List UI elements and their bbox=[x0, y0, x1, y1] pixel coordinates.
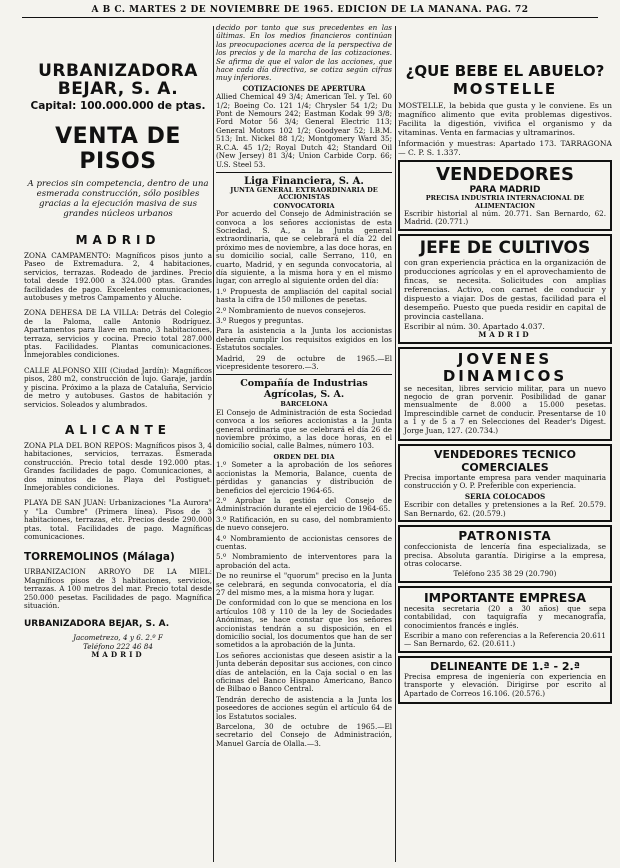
ad-title: VENDEDORES TECNICO bbox=[434, 448, 576, 462]
column-rule bbox=[213, 26, 214, 862]
footer-phone: Teléfono 222 46 84 bbox=[83, 641, 153, 651]
ad-title-2: DINAMICOS bbox=[442, 366, 568, 385]
ad-title: JEFE DE CULTIVOS bbox=[419, 237, 591, 258]
notice-text: 5.º Nombramiento de interventores para la aprobación del acta. bbox=[216, 552, 392, 570]
ad-contact: Escribir a mano con referencias a la Referencia 20.611 — San Bernardo, 62. (20.611.) bbox=[404, 630, 606, 649]
notice-text: 1.º Someter a la aprobación de los señores accionistas la Memoria, Balance, cuenta de pérdidas y ganancias y distribución de beneficios del ejercicio 1964-65. bbox=[216, 460, 392, 495]
ad-subtitle: PARA MADRID bbox=[469, 185, 541, 195]
notice-text: De no reunirse el "quorum" preciso en la Junta se celebrará, en segunda convocatoria, el día 27 del mismo mes, a la misma hora y lugar. bbox=[216, 571, 392, 597]
footer-company: URBANIZADORA BEJAR, S. A. bbox=[24, 619, 170, 630]
ad-text: confeccionista de lencería fina especializada, se precisa. Absoluta garantía. Dirigirse a la empresa, otras colocarse. bbox=[404, 542, 606, 568]
notice-subtitle: JUNTA GENERAL EXTRAORDINARIA DE ACCIONISTAS bbox=[230, 185, 378, 202]
headline: VENTA DE PISOS bbox=[55, 124, 181, 174]
column-rule bbox=[395, 26, 396, 862]
ad-contact: Escribir historial al núm. 20.771. San Bernardo, 62. Madrid. (20.771.) bbox=[404, 209, 606, 227]
ad-mostelle bbox=[398, 62, 612, 157]
ad-title: ¿QUE BEBE EL ABUELO? bbox=[405, 62, 605, 80]
notice-text: Los señores accionistas que deseen asistir a la Junta deberán depositar sus acciones, con cinco días de antelación, en la Caja social o en las oficinas del Banco Hispano Americano, Banco de Bilbao o Banco Central. bbox=[216, 650, 392, 694]
notice-text: Por acuerdo del Consejo de Administración se convoca a los señores accionistas de esta Sociedad, S. A., a la Junta general extraordinaria, que se celebrará el día 22 del próximo mes de noviembre, a las doce horas, en su domicilio social, calle Serrano, 110, en cuarto, Madrid, y en segunda convocatoria, al día siguiente, a la misma hora y en el mismo lugar, con arreglo al siguiente orden del día: bbox=[216, 209, 392, 286]
notice-text: De conformidad con lo que se menciona en los artículos 108 y 110 de la ley de Sociedades Anónimas, se hace constar que los señores accionistas tendrán a su disposición, en el domicilio social, los documentos que han de ser sometidos a la aprobación de la Junta. bbox=[216, 598, 392, 650]
ad-subtitle: SERIA COLOCADOS bbox=[464, 491, 546, 501]
listing-text: ZONA PLA DEL BON REPOS: Magníficos pisos 3, 4 habitaciones, servicios, terrazas. Esmerada construcción. Precio total desde 192.000 ptas. Grandes facilidades de pago. Comunicaciones, a dos minutos de la Playa del Postiguet. Inmejorables condiciones. bbox=[24, 440, 212, 492]
column-right bbox=[398, 24, 612, 864]
intro-text: A precios sin competencia, dentro de una esmerada construcción, sólo posibles gracias a la ejecución masiva de sus grandes núcleos urbanos bbox=[27, 179, 209, 219]
notice-text: 1.º Propuesta de ampliación del capital social hasta la cifra de 150 millones de pesetas. bbox=[216, 286, 392, 305]
notice-text: 2.º Aprobar la gestión del Consejo de Administración durante el ejercicio de 1964-65. bbox=[216, 495, 392, 514]
ad-contact: Escribir al núm. 30. Apartado 4.037. bbox=[404, 321, 545, 331]
city-heading: MADRID bbox=[75, 233, 161, 247]
ad-text: se necesitan, libres servicio militar, para un nuevo negocio de gran porvenir. Posibilidad de ganar mensualmente de 8.000 a 15.000 pesetas. Imprescindible carnet de conducir. Presentarse de 10 a 1 y de 5 a 7 en Selecciones del Reader's Digest. Jorge Juan, 127. (20.734.) bbox=[404, 383, 606, 435]
section-heading: COTIZACIONES DE APERTURA bbox=[242, 83, 366, 93]
ad-patronista bbox=[398, 525, 612, 583]
ad-city: MADRID bbox=[478, 330, 532, 340]
capital-line: Capital: 100.000.000 de ptas. bbox=[30, 100, 206, 112]
listing-text: ZONA CAMPAMENTO: Magníficos pisos junto a Paseo de Extremadura. 2, 4 habitaciones, servicios, terrazas. Rodeado de jardines. Precio total desde 192.000 a 324.000 ptas. Grandes facilidades de pago. Excelentes comunicaciones, autobuses y metros Campamento y Aluche. bbox=[24, 251, 212, 303]
ad-title: PATRONISTA bbox=[458, 529, 552, 544]
ad-title: JOVENES bbox=[457, 349, 553, 368]
notice-text: 3.º Ruegos y preguntas. bbox=[216, 316, 304, 325]
news-paragraph: decido por tanto que sus precedentes en las últimas. En los medios financieros continúan las preocupaciones acerca de la perspectiva de los precios y de la marcha de las cotizaciones. Se afirma de que el valor de las acciones, que hace cada día directiva, se cotiza según cifras muy inferiores. bbox=[216, 24, 392, 83]
ad-vendedores bbox=[398, 160, 612, 231]
city-heading: ALICANTE bbox=[65, 422, 171, 437]
ad-brand: MOSTELLE bbox=[452, 80, 558, 98]
notice-subtitle: ORDEN DEL DIA bbox=[273, 452, 335, 461]
ad-contact: Escribir con detalles y pretensiones a la Ref. 20.579. San Bernardo, 62. (20.579.) bbox=[404, 500, 606, 518]
listing-text: URBANIZACION ARROYO DE LA MIEL: Magníficos pisos de 3 habitaciones, servicios, terrazas. A 100 metros del mar. Precio total desde 250.000 pesetas. Facilidades de pago. Magnífica situación. bbox=[24, 567, 212, 610]
notice-subtitle: CONVOCATORIA bbox=[273, 201, 335, 210]
ad-delineante bbox=[398, 656, 612, 704]
notice-title: Compañía de Industrias Agrícolas, S. A. bbox=[240, 378, 368, 401]
news-paragraph: Allied Chemical 49 3/4; American Tel. y Tel. 60 1/2; Boeing Co. 121 1/4; Chrysler 54 1/2; Du Pont de Nemours 242; Eastman Kodak 99 3/8; Ford Motor 56 3/4; General Electric 113; General Motors 102 1/2; Goodyear 52; I.B.M. 513; Int. Nickel 88 1/2; Montgomery Ward 35; R.C.A. 45 1/2; Royal Dutch 42; Standard Oil (New Jersey) 81 3/4; Union Carbide Corp. 66; U.S. Steel 53. bbox=[216, 92, 392, 169]
notice-text: 4.º Nombramiento de accionistas censores de cuentas. bbox=[216, 533, 392, 551]
company-name: URBANIZADORA bbox=[38, 61, 198, 81]
ad-phone: Teléfono 235 38 29 (20.790) bbox=[453, 569, 557, 579]
listing-text: CALLE ALFONSO XIII (Ciudad Jardín): Magníficos pisos, 280 m2, construcción de lujo. Garaje, jardín y piscina. Próximo a la plaza de Cataluña, Servicio de metro y autobuses. Gastos de habitación y servicios. Soleados y alumbrados. bbox=[24, 365, 212, 409]
ad-importante-empresa bbox=[398, 586, 612, 653]
notice-text: El Consejo de Administración de esta Sociedad convoca a los señores accionistas a la Junta general ordinaria que se celebrará el día 26 de noviembre próximo, a las doce horas, en el domicilio social, calle Balmes, número 103. bbox=[216, 407, 392, 451]
city-heading: TORREMOLINOS (Málaga) bbox=[24, 551, 175, 564]
notice-text: Madrid, 29 de octubre de 1965.—El vicepresidente tesorero.—3. bbox=[216, 353, 392, 372]
notice-text: Barcelona, 30 de octubre de 1965.—El secretario del Consejo de Administración, Manuel García de Olalla.—3. bbox=[216, 722, 392, 748]
listing-text: ZONA DEHESA DE LA VILLA: Detrás del Colegio de la Paloma, calle Antonio Rodríguez. Apartamentos para llave en mano, 3 habitaciones, terraza, servicios y cocina. Precio total 287.000 ptas. Facilidades. Plantas comunicaciones. Inmejorables condiciones. bbox=[24, 308, 212, 360]
notice-text: 3.º Ratificación, en su caso, del nombramiento de nuevo consejero. bbox=[216, 514, 392, 533]
ad-text: Precisa empresa de ingeniería con experiencia en transporte y elevación. Dirigirse por escrito al Apartado de Correos 16.106. (20.576.) bbox=[404, 671, 606, 698]
ad-vendedores-tecnico bbox=[398, 444, 612, 522]
ad-title: IMPORTANTE EMPRESA bbox=[423, 589, 587, 605]
ad-info: Información y muestras: Apartado 173. TARRAGONA — C. P. S. 1.337. bbox=[398, 139, 612, 157]
notice-text: 2.º Nombramiento de nuevos consejeros. bbox=[216, 305, 366, 315]
footer-address: Jacometrezo, 4 y 6. 2.º F bbox=[73, 633, 163, 643]
ad-title: VENDEDORES bbox=[436, 164, 574, 185]
ad-text: con gran experiencia práctica en la organización de producciones agrícolas y en el aprovechamiento de fincas, se necesita. Solicitudes con amplias referencias. Activo, con carnet de conducir y dispuesto a viajar. Dos de gestas, facilidad para el desempeño. Puesto que pueda residir en capital de provincia castellana. bbox=[404, 257, 606, 321]
page-header: A B C. MARTES 2 DE NOVIEMBRE DE 1965. EDICION DE LA MAÑANA. PAG. 72 bbox=[22, 5, 598, 18]
ad-text: MOSTELLE, la bebida que gusta y le conviene. Es un magnífico alimento que evita problemas digestivos. Facilita la digestión, vivifica el organismo y da vitaminas. Venta en farmacias y ultramarinos. bbox=[398, 101, 612, 137]
notice-title: Liga Financiera, S. A. bbox=[244, 175, 364, 187]
ad-text: PRECISA INDUSTRIA INTERNACIONAL DE ALIMENTACION bbox=[425, 194, 585, 210]
ad-text: necesita secretaria (20 a 30 años) que sepa contabilidad, con taquigrafía y mecanografía, conocimientos francés e inglés. bbox=[404, 603, 606, 630]
column-left bbox=[24, 24, 212, 864]
ad-title: DELINEANTE DE 1.ª - 2.ª bbox=[430, 659, 580, 673]
ad-jefe-cultivos bbox=[398, 234, 612, 344]
notice-subtitle: BARCELONA bbox=[280, 400, 328, 409]
column-middle bbox=[216, 24, 392, 864]
notice-text: Para la asistencia a la Junta los accionistas deberán cumplir los requisitos exigidos en los Estatutos sociales. bbox=[216, 326, 392, 353]
notice-text: Tendrán derecho de asistencia a la Junta los poseedores de acciones según el artículo 64 de los Estatutos sociales. bbox=[216, 694, 392, 721]
ad-title-2: COMERCIALES bbox=[461, 461, 549, 475]
ad-text: Precisa importante empresa para vender maquinaria construcción y O. P. Preferible con experiencia. bbox=[404, 473, 606, 491]
footer-city: MADRID bbox=[91, 650, 145, 660]
ad-jovenes bbox=[398, 347, 612, 441]
listing-text: PLAYA DE SAN JUAN: Urbanizaciones "La Aurora" y "La Cumbre" (Primera línea). Pisos de 3 habitaciones, terrazas, etc. Precios desde 290.000 ptas. total. Facilidades de pago. Magníficas comunicaciones. bbox=[24, 498, 212, 541]
company-name-2: BEJAR, S. A. bbox=[57, 79, 179, 99]
